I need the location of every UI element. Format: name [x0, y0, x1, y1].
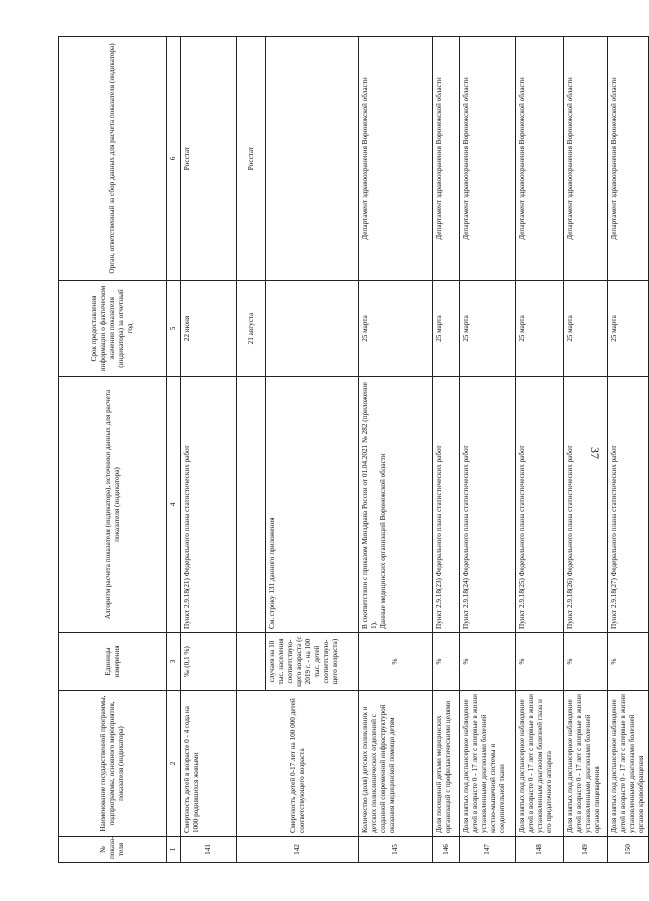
column-number: 4 [167, 377, 181, 633]
indicator-table-rotated [58, 37, 645, 863]
indicator-organ: Росстат [181, 37, 237, 281]
indicator-name: Доля взятых под диспансерное наблюдение детей в возрасте 0 - 17 лет с впервые в жизни установленными диагнозами болезней костно-мышечной системы и соединительной ткани [460, 691, 516, 837]
indicator-name: Смертность детей 0-17 лет на 100 000 детей соответствующего возраста [237, 691, 359, 837]
header-unit: Единицы измерения [59, 633, 167, 691]
indicator-organ: Департамент здравоохранения Воронежской области [359, 37, 433, 281]
indicator-deadline: 25 марта [564, 281, 608, 377]
indicator-algorithm-line: В соответствии с приказом Минздрава России от 01.04.2021 № 282 (приложение 1). [361, 382, 378, 629]
indicator-unit: % [608, 633, 649, 691]
indicator-deadline-cell [237, 281, 359, 377]
header-algorithm: Алгоритм расчета показателя (индикатора), источники данных для расчета показателя (индикатора) [59, 377, 167, 633]
row-number: 147 [460, 837, 516, 863]
indicator-deadline: 25 марта [433, 281, 460, 377]
indicator-unit: случаев на 10 тыс. населения соответствую-щего возраста (с 2019 г. - на 100 тыс. детей соответствую-щего возраста) [268, 636, 339, 687]
header-organ: Орган, ответственный за сбор данных для расчета показателя (индикатора) [59, 37, 167, 281]
indicator-unit: % [359, 633, 433, 691]
table-row [433, 37, 460, 863]
indicator-organ: Департамент здравоохранения Воронежской области [608, 37, 649, 281]
indicator-algorithm-cell [359, 377, 433, 633]
indicator-organ: Департамент здравоохранения Воронежской области [564, 37, 608, 281]
indicator-algorithm: Пункт 2.9.18(27) Федерального плана статистических работ [608, 377, 649, 633]
row-number: 150 [608, 837, 649, 863]
column-number: 3 [167, 633, 181, 691]
table-row [608, 37, 649, 863]
indicator-unit: % [564, 633, 608, 691]
indicator-algorithm-cell [237, 377, 359, 633]
indicator-algorithm: См. строку 131 данного приложения [268, 517, 276, 629]
column-number: 5 [167, 281, 181, 377]
indicator-organ: Департамент здравоохранения Воронежской области [460, 37, 516, 281]
indicator-organ-cell [237, 37, 359, 281]
column-number: 6 [167, 37, 181, 281]
indicator-organ: Росстат [237, 37, 266, 280]
column-number: 2 [167, 691, 181, 837]
indicator-deadline: 25 марта [608, 281, 649, 377]
indicator-name: Доля взятых под диспансерное наблюдение детей в возрасте 0 - 17 лет с впервые в жизни установленными диагнозами болезней органов кровообращения [608, 691, 649, 837]
indicator-algorithm: Пункт 2.9.18(25) Федерального плана статистических работ [516, 377, 564, 633]
table-row [359, 37, 433, 863]
indicator-unit: % [433, 633, 460, 691]
indicator-table [58, 36, 649, 863]
indicator-name: Смертность детей в возрасте 0 - 4 года на 1000 родившихся живыми [181, 691, 237, 837]
indicator-organ: Департамент здравоохранения Воронежской области [516, 37, 564, 281]
header-name: Наименование государственной программы, подпрограммы, основного мероприятия, показателя (индикатора) [59, 691, 167, 837]
header-no: № показа-теля [59, 837, 167, 863]
indicator-deadline: 25 марта [460, 281, 516, 377]
indicator-algorithm-line: Данные медицинских организаций Воронежской области [379, 453, 387, 629]
header-deadline: Срок предоставления информации о фактическом значении показателя (индикатора) за отчетный год [59, 281, 167, 377]
indicator-algorithm: Пункт 2.9.18(23) Федерального плана статистических работ [433, 377, 460, 633]
table-row [564, 37, 608, 863]
column-number: 1 [167, 837, 181, 863]
indicator-algorithm: Пункт 2.9.18(21) Федерального плана статистических работ [181, 377, 237, 633]
table-row [460, 37, 516, 863]
indicator-name: Доля взятых под диспансерное наблюдение детей в возрасте 0 - 17 лет с впервые в жизни установленным диагнозом болезней глаза и его придаточного аппарата [516, 691, 564, 837]
row-number: 141 [181, 837, 237, 863]
indicator-unit: ‰ (0,1 %) [181, 633, 237, 691]
row-number: 142 [237, 837, 359, 863]
header-row [59, 37, 167, 863]
indicator-unit-cell [237, 633, 359, 691]
indicator-name: Доля взятых под диспансерное наблюдение детей в возрасте 0 - 17 лет с впервые в жизни установленными диагнозами болезней органов пищеварения [564, 691, 608, 837]
column-number-row [167, 37, 181, 863]
indicator-deadline: 22 июня [181, 281, 237, 377]
indicator-organ: Департамент здравоохранения Воронежской области [433, 37, 460, 281]
row-number: 148 [516, 837, 564, 863]
indicator-deadline: 25 марта [359, 281, 433, 377]
indicator-deadline: 21 августа [237, 281, 266, 376]
table-row [516, 37, 564, 863]
indicator-algorithm: Пункт 2.9.18(24) Федерального плана статистических работ [460, 377, 516, 633]
indicator-algorithm: Пункт 2.9.18(26) Федерального плана статистических работ [564, 377, 608, 633]
table-row [181, 37, 237, 863]
indicator-name: Доля посещений детьми медицинских организаций с профилактическими целями [433, 691, 460, 837]
row-number: 149 [564, 837, 608, 863]
indicator-unit: % [460, 633, 516, 691]
indicator-unit: % [516, 633, 564, 691]
table-row [237, 37, 359, 863]
row-number: 146 [433, 837, 460, 863]
indicator-name: Количество (доля) детских поликлиник и детских поликлинических отделений с созданной современной инфраструктурой оказания медицинской помощи детям [359, 691, 433, 837]
indicator-deadline: 25 марта [516, 281, 564, 377]
row-number: 145 [359, 837, 433, 863]
page-number: 37 [588, 447, 603, 459]
